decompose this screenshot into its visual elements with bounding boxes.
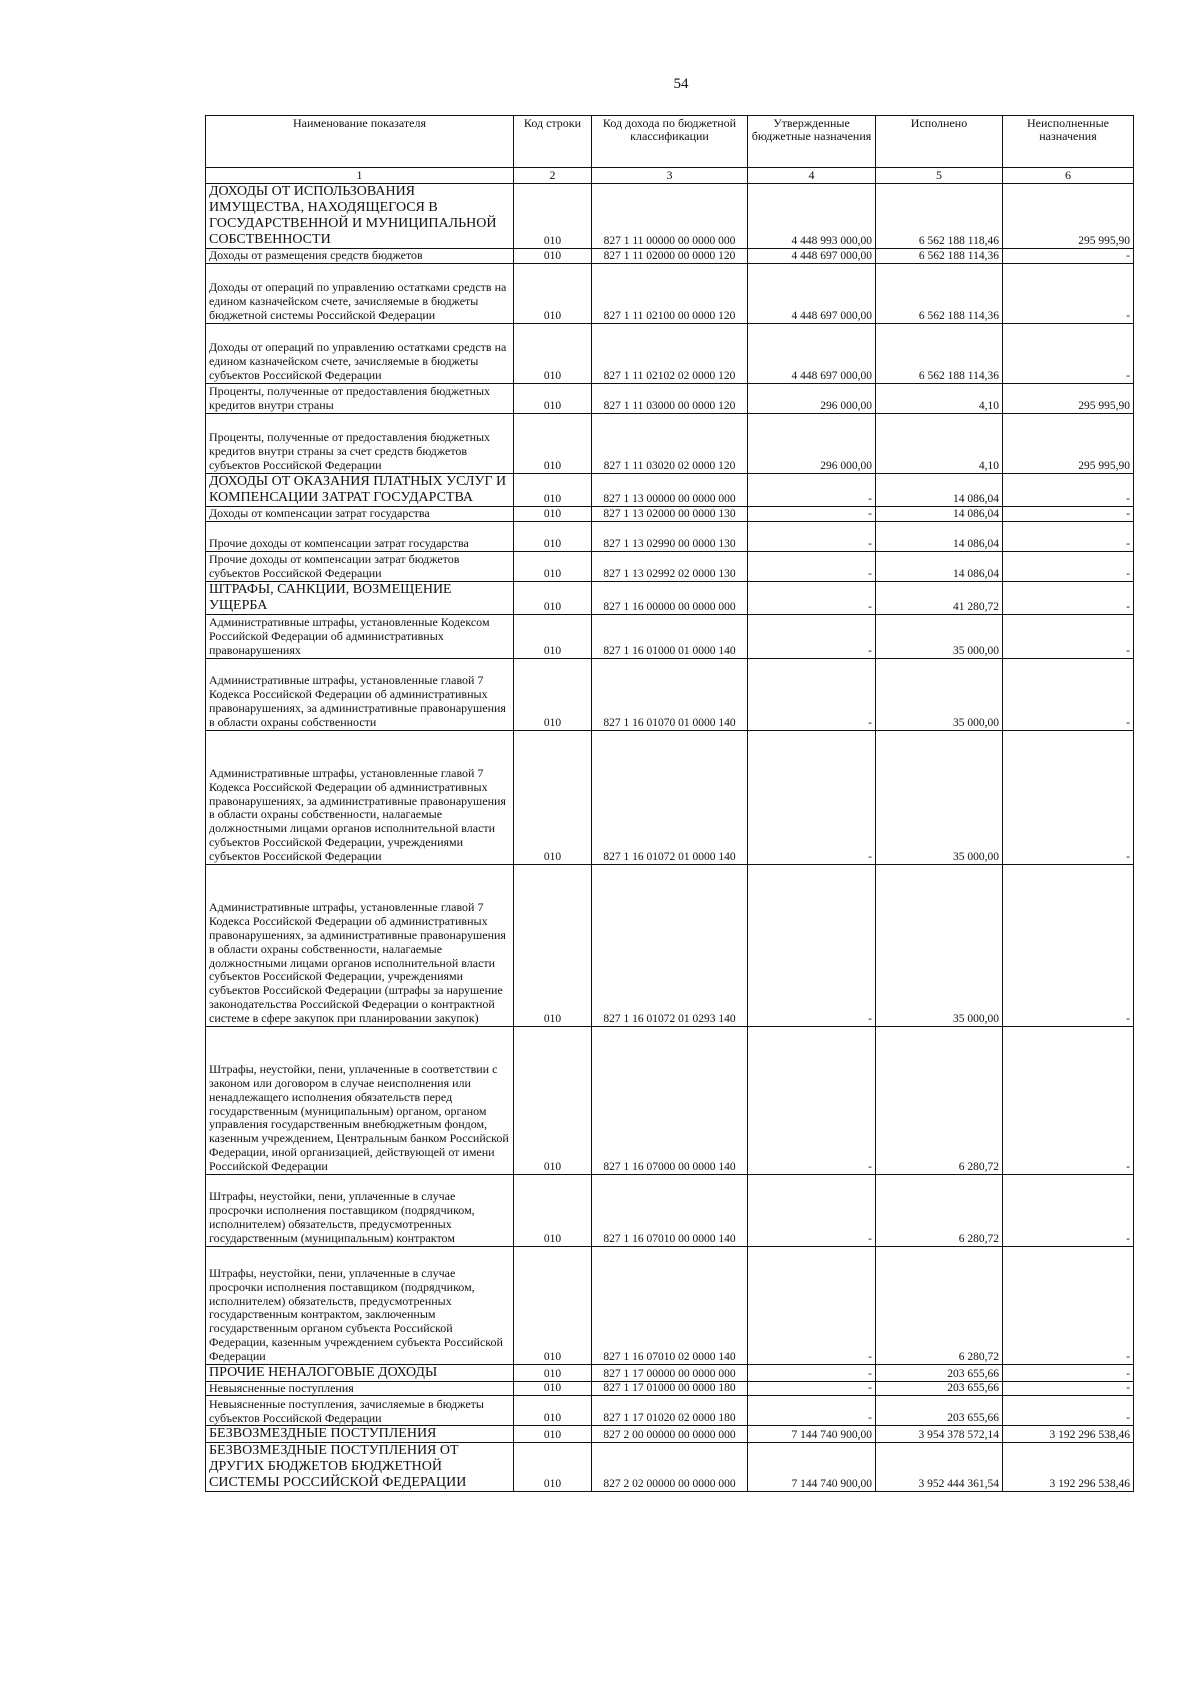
column-header: Исполнено <box>876 116 1003 168</box>
row-executed: 6 280,72 <box>876 1026 1003 1174</box>
row-name: Доходы от компенсации затрат государства <box>206 506 514 521</box>
row-executed: 35 000,00 <box>876 730 1003 864</box>
row-executed: 203 655,66 <box>876 1381 1003 1396</box>
row-income-code: 827 1 16 07010 00 0000 140 <box>592 1174 748 1246</box>
row-line-code: 010 <box>514 1174 592 1246</box>
column-number: 1 <box>206 168 514 184</box>
row-unexecuted: 3 192 296 538,46 <box>1003 1426 1134 1443</box>
report-table <box>205 115 1134 1492</box>
row-line-code: 010 <box>514 581 592 614</box>
column-header: Наименование показателя <box>206 116 514 168</box>
row-approved: - <box>748 473 876 506</box>
table-row <box>206 413 1134 473</box>
row-name: Невыясненные поступления <box>206 1381 514 1396</box>
row-executed: 6 562 188 114,36 <box>876 323 1003 383</box>
row-executed: 35 000,00 <box>876 658 1003 730</box>
column-header: Код строки <box>514 116 592 168</box>
row-approved: 4 448 697 000,00 <box>748 249 876 264</box>
row-executed: 6 562 188 114,36 <box>876 249 1003 264</box>
row-income-code: 827 2 02 00000 00 0000 000 <box>592 1443 748 1492</box>
row-executed: 41 280,72 <box>876 581 1003 614</box>
row-line-code: 010 <box>514 1381 592 1396</box>
row-executed: 14 086,04 <box>876 551 1003 581</box>
row-line-code: 010 <box>514 658 592 730</box>
column-number: 4 <box>748 168 876 184</box>
row-line-code: 010 <box>514 473 592 506</box>
row-income-code: 827 1 11 02100 00 0000 120 <box>592 263 748 323</box>
row-line-code: 010 <box>514 551 592 581</box>
row-income-code: 827 1 13 02000 00 0000 130 <box>592 506 748 521</box>
row-income-code: 827 1 17 01000 00 0000 180 <box>592 1381 748 1396</box>
row-executed: 14 086,04 <box>876 521 1003 551</box>
row-income-code: 827 1 16 01070 01 0000 140 <box>592 658 748 730</box>
table-row <box>206 184 1134 249</box>
row-income-code: 827 1 11 00000 00 0000 000 <box>592 184 748 249</box>
row-name: Доходы от размещения средств бюджетов <box>206 249 514 264</box>
row-line-code: 010 <box>514 184 592 249</box>
row-unexecuted: - <box>1003 521 1134 551</box>
row-approved: - <box>748 658 876 730</box>
table-row <box>206 1246 1134 1364</box>
table-header-row <box>206 116 1134 168</box>
row-unexecuted: - <box>1003 263 1134 323</box>
row-line-code: 010 <box>514 864 592 1026</box>
row-name: ДОХОДЫ ОТ ИСПОЛЬЗОВАНИЯ ИМУЩЕСТВА, НАХОДЯЩЕГОСЯ В ГОСУДАРСТВЕННОЙ И МУНИЦИПАЛЬНОЙ СОБСТВЕННОСТИ <box>206 184 514 249</box>
row-unexecuted: - <box>1003 658 1134 730</box>
row-approved: - <box>748 1026 876 1174</box>
row-executed: 3 952 444 361,54 <box>876 1443 1003 1492</box>
row-name: Доходы от операций по управлению остатками средств на едином казначейском счете, зачисляемые в бюджеты субъектов Российской Федерации <box>206 323 514 383</box>
row-name: Прочие доходы от компенсации затрат бюджетов субъектов Российской Федерации <box>206 551 514 581</box>
table-row <box>206 730 1134 864</box>
row-line-code: 010 <box>514 1426 592 1443</box>
row-unexecuted: 295 995,90 <box>1003 383 1134 413</box>
row-name: Проценты, полученные от предоставления бюджетных кредитов внутри страны за счет средств бюджетов субъектов Российской Федерации <box>206 413 514 473</box>
row-name: Административные штрафы, установленные Кодексом Российской Федерации об административных правонарушениях <box>206 614 514 658</box>
row-approved: - <box>748 581 876 614</box>
row-approved: - <box>748 1174 876 1246</box>
row-executed: 35 000,00 <box>876 864 1003 1026</box>
row-unexecuted: - <box>1003 1246 1134 1364</box>
row-name: Прочие доходы от компенсации затрат государства <box>206 521 514 551</box>
row-unexecuted: - <box>1003 1381 1134 1396</box>
row-unexecuted: - <box>1003 864 1134 1026</box>
row-executed: 4,10 <box>876 383 1003 413</box>
row-unexecuted: - <box>1003 506 1134 521</box>
row-unexecuted: - <box>1003 1396 1134 1426</box>
row-income-code: 827 2 00 00000 00 0000 000 <box>592 1426 748 1443</box>
row-approved: 4 448 697 000,00 <box>748 323 876 383</box>
table-row <box>206 581 1134 614</box>
row-line-code: 010 <box>514 383 592 413</box>
table-row <box>206 614 1134 658</box>
row-approved: - <box>748 1246 876 1364</box>
table-row <box>206 551 1134 581</box>
row-income-code: 827 1 11 03020 02 0000 120 <box>592 413 748 473</box>
page-number: 54 <box>673 76 689 92</box>
row-approved: - <box>748 864 876 1026</box>
row-income-code: 827 1 13 02990 00 0000 130 <box>592 521 748 551</box>
table-row <box>206 323 1134 383</box>
column-number: 6 <box>1003 168 1134 184</box>
row-unexecuted: - <box>1003 249 1134 264</box>
row-unexecuted: - <box>1003 1174 1134 1246</box>
column-number: 2 <box>514 168 592 184</box>
table-row <box>206 1396 1134 1426</box>
row-unexecuted: - <box>1003 473 1134 506</box>
row-line-code: 010 <box>514 614 592 658</box>
row-executed: 35 000,00 <box>876 614 1003 658</box>
row-unexecuted: 295 995,90 <box>1003 184 1134 249</box>
row-line-code: 010 <box>514 413 592 473</box>
row-executed: 6 562 188 118,46 <box>876 184 1003 249</box>
row-approved: - <box>748 506 876 521</box>
row-line-code: 010 <box>514 730 592 864</box>
row-name: ПРОЧИЕ НЕНАЛОГОВЫЕ ДОХОДЫ <box>206 1364 514 1381</box>
row-name: ДОХОДЫ ОТ ОКАЗАНИЯ ПЛАТНЫХ УСЛУГ И КОМПЕНСАЦИИ ЗАТРАТ ГОСУДАРСТВА <box>206 473 514 506</box>
table-row <box>206 658 1134 730</box>
table-row <box>206 1174 1134 1246</box>
row-unexecuted: - <box>1003 730 1134 864</box>
row-line-code: 010 <box>514 323 592 383</box>
row-unexecuted: - <box>1003 551 1134 581</box>
row-income-code: 827 1 17 01020 02 0000 180 <box>592 1396 748 1426</box>
row-executed: 14 086,04 <box>876 473 1003 506</box>
row-income-code: 827 1 17 00000 00 0000 000 <box>592 1364 748 1381</box>
row-unexecuted: - <box>1003 323 1134 383</box>
row-executed: 203 655,66 <box>876 1364 1003 1381</box>
column-number: 3 <box>592 168 748 184</box>
row-name: Административные штрафы, установленные главой 7 Кодекса Российской Федерации об административных правонарушениях, за административные правонарушения в области охраны собственности, налагаемые должностными лицами органов исполнительной власти субъектов Российской Федерации, учреждениями субъектов Российской Федерации <box>206 730 514 864</box>
table-row <box>206 263 1134 323</box>
table-row <box>206 249 1134 264</box>
row-income-code: 827 1 16 01072 01 0293 140 <box>592 864 748 1026</box>
row-name: Штрафы, неустойки, пени, уплаченные в случае просрочки исполнения поставщиком (подрядчиком, исполнителем) обязательств, предусмотренных государственным контрактом, заключенным государственным органом субъекта Российской Федерации, казенным учреждением субъекта Российской Федерации <box>206 1246 514 1364</box>
row-name: Невыясненные поступления, зачисляемые в бюджеты субъектов Российской Федерации <box>206 1396 514 1426</box>
row-income-code: 827 1 13 02992 02 0000 130 <box>592 551 748 581</box>
row-executed: 6 562 188 114,36 <box>876 263 1003 323</box>
column-header: Неисполненные назначения <box>1003 116 1134 168</box>
row-line-code: 010 <box>514 521 592 551</box>
row-name: ШТРАФЫ, САНКЦИИ, ВОЗМЕЩЕНИЕ УЩЕРБА <box>206 581 514 614</box>
row-income-code: 827 1 16 07000 00 0000 140 <box>592 1026 748 1174</box>
row-approved: - <box>748 1381 876 1396</box>
row-line-code: 010 <box>514 506 592 521</box>
row-income-code: 827 1 16 00000 00 0000 000 <box>592 581 748 614</box>
column-header: Код дохода по бюджетной классификации <box>592 116 748 168</box>
row-line-code: 010 <box>514 263 592 323</box>
table-row <box>206 1443 1134 1492</box>
row-unexecuted: - <box>1003 581 1134 614</box>
row-approved: - <box>748 614 876 658</box>
row-executed: 203 655,66 <box>876 1396 1003 1426</box>
table-row <box>206 521 1134 551</box>
row-line-code: 010 <box>514 1246 592 1364</box>
row-executed: 4,10 <box>876 413 1003 473</box>
row-approved: - <box>748 521 876 551</box>
table-row <box>206 1026 1134 1174</box>
row-line-code: 010 <box>514 1364 592 1381</box>
row-approved: 296 000,00 <box>748 413 876 473</box>
column-header: Утвержденные бюджетные назначения <box>748 116 876 168</box>
table-row <box>206 1426 1134 1443</box>
table-row <box>206 506 1134 521</box>
row-approved: - <box>748 1396 876 1426</box>
column-number-row <box>206 168 1134 184</box>
row-executed: 3 954 378 572,14 <box>876 1426 1003 1443</box>
row-approved: 4 448 697 000,00 <box>748 263 876 323</box>
row-name: БЕЗВОЗМЕЗДНЫЕ ПОСТУПЛЕНИЯ ОТ ДРУГИХ БЮДЖЕТОВ БЮДЖЕТНОЙ СИСТЕМЫ РОССИЙСКОЙ ФЕДЕРАЦИИ <box>206 1443 514 1492</box>
row-unexecuted: 3 192 296 538,46 <box>1003 1443 1134 1492</box>
row-executed: 14 086,04 <box>876 506 1003 521</box>
row-name: Доходы от операций по управлению остатками средств на едином казначейском счете, зачисляемые в бюджеты бюджетной системы Российской Федерации <box>206 263 514 323</box>
row-approved: - <box>748 1364 876 1381</box>
row-name: Штрафы, неустойки, пени, уплаченные в случае просрочки исполнения поставщиком (подрядчиком, исполнителем) обязательств, предусмотренных государственным (муниципальным) контрактом <box>206 1174 514 1246</box>
row-line-code: 010 <box>514 1026 592 1174</box>
row-unexecuted: 295 995,90 <box>1003 413 1134 473</box>
row-name: Административные штрафы, установленные главой 7 Кодекса Российской Федерации об административных правонарушениях, за административные правонарушения в области охраны собственности, налагаемые должностными лицами органов исполнительной власти субъектов Российской Федерации, учреждениями субъектов Российской Федерации (штрафы за нарушение законодательства Российской Федерации о контрактной системе в сфере закупок при планировании закупок) <box>206 864 514 1026</box>
row-income-code: 827 1 11 02102 02 0000 120 <box>592 323 748 383</box>
row-name: Штрафы, неустойки, пени, уплаченные в соответствии с законом или договором в случае неисполнения или ненадлежащего исполнения обязательств перед государственным (муниципальным) органом, органом управления государственным внебюджетным фондом, казенным учреждением, Центральным банком Российской Федерации, иной организацией, действующей от имени Российской Федерации <box>206 1026 514 1174</box>
row-unexecuted: - <box>1003 1364 1134 1381</box>
row-approved: 7 144 740 900,00 <box>748 1443 876 1492</box>
table-row <box>206 473 1134 506</box>
row-income-code: 827 1 11 02000 00 0000 120 <box>592 249 748 264</box>
table-row <box>206 1381 1134 1396</box>
row-name: Административные штрафы, установленные главой 7 Кодекса Российской Федерации об административных правонарушениях, за административные правонарушения в области охраны собственности <box>206 658 514 730</box>
row-approved: 4 448 993 000,00 <box>748 184 876 249</box>
row-approved: - <box>748 730 876 864</box>
table-row <box>206 1364 1134 1381</box>
row-name: БЕЗВОЗМЕЗДНЫЕ ПОСТУПЛЕНИЯ <box>206 1426 514 1443</box>
row-unexecuted: - <box>1003 1026 1134 1174</box>
row-income-code: 827 1 11 03000 00 0000 120 <box>592 383 748 413</box>
table-body <box>206 184 1134 1492</box>
column-number: 5 <box>876 168 1003 184</box>
row-income-code: 827 1 16 01072 01 0000 140 <box>592 730 748 864</box>
row-income-code: 827 1 16 07010 02 0000 140 <box>592 1246 748 1364</box>
table-row <box>206 864 1134 1026</box>
row-income-code: 827 1 16 01000 01 0000 140 <box>592 614 748 658</box>
row-executed: 6 280,72 <box>876 1174 1003 1246</box>
row-line-code: 010 <box>514 1443 592 1492</box>
row-income-code: 827 1 13 00000 00 0000 000 <box>592 473 748 506</box>
row-line-code: 010 <box>514 1396 592 1426</box>
row-name: Проценты, полученные от предоставления бюджетных кредитов внутри страны <box>206 383 514 413</box>
row-approved: - <box>748 551 876 581</box>
table-row <box>206 383 1134 413</box>
row-line-code: 010 <box>514 249 592 264</box>
row-approved: 296 000,00 <box>748 383 876 413</box>
row-unexecuted: - <box>1003 614 1134 658</box>
row-executed: 6 280,72 <box>876 1246 1003 1364</box>
row-approved: 7 144 740 900,00 <box>748 1426 876 1443</box>
